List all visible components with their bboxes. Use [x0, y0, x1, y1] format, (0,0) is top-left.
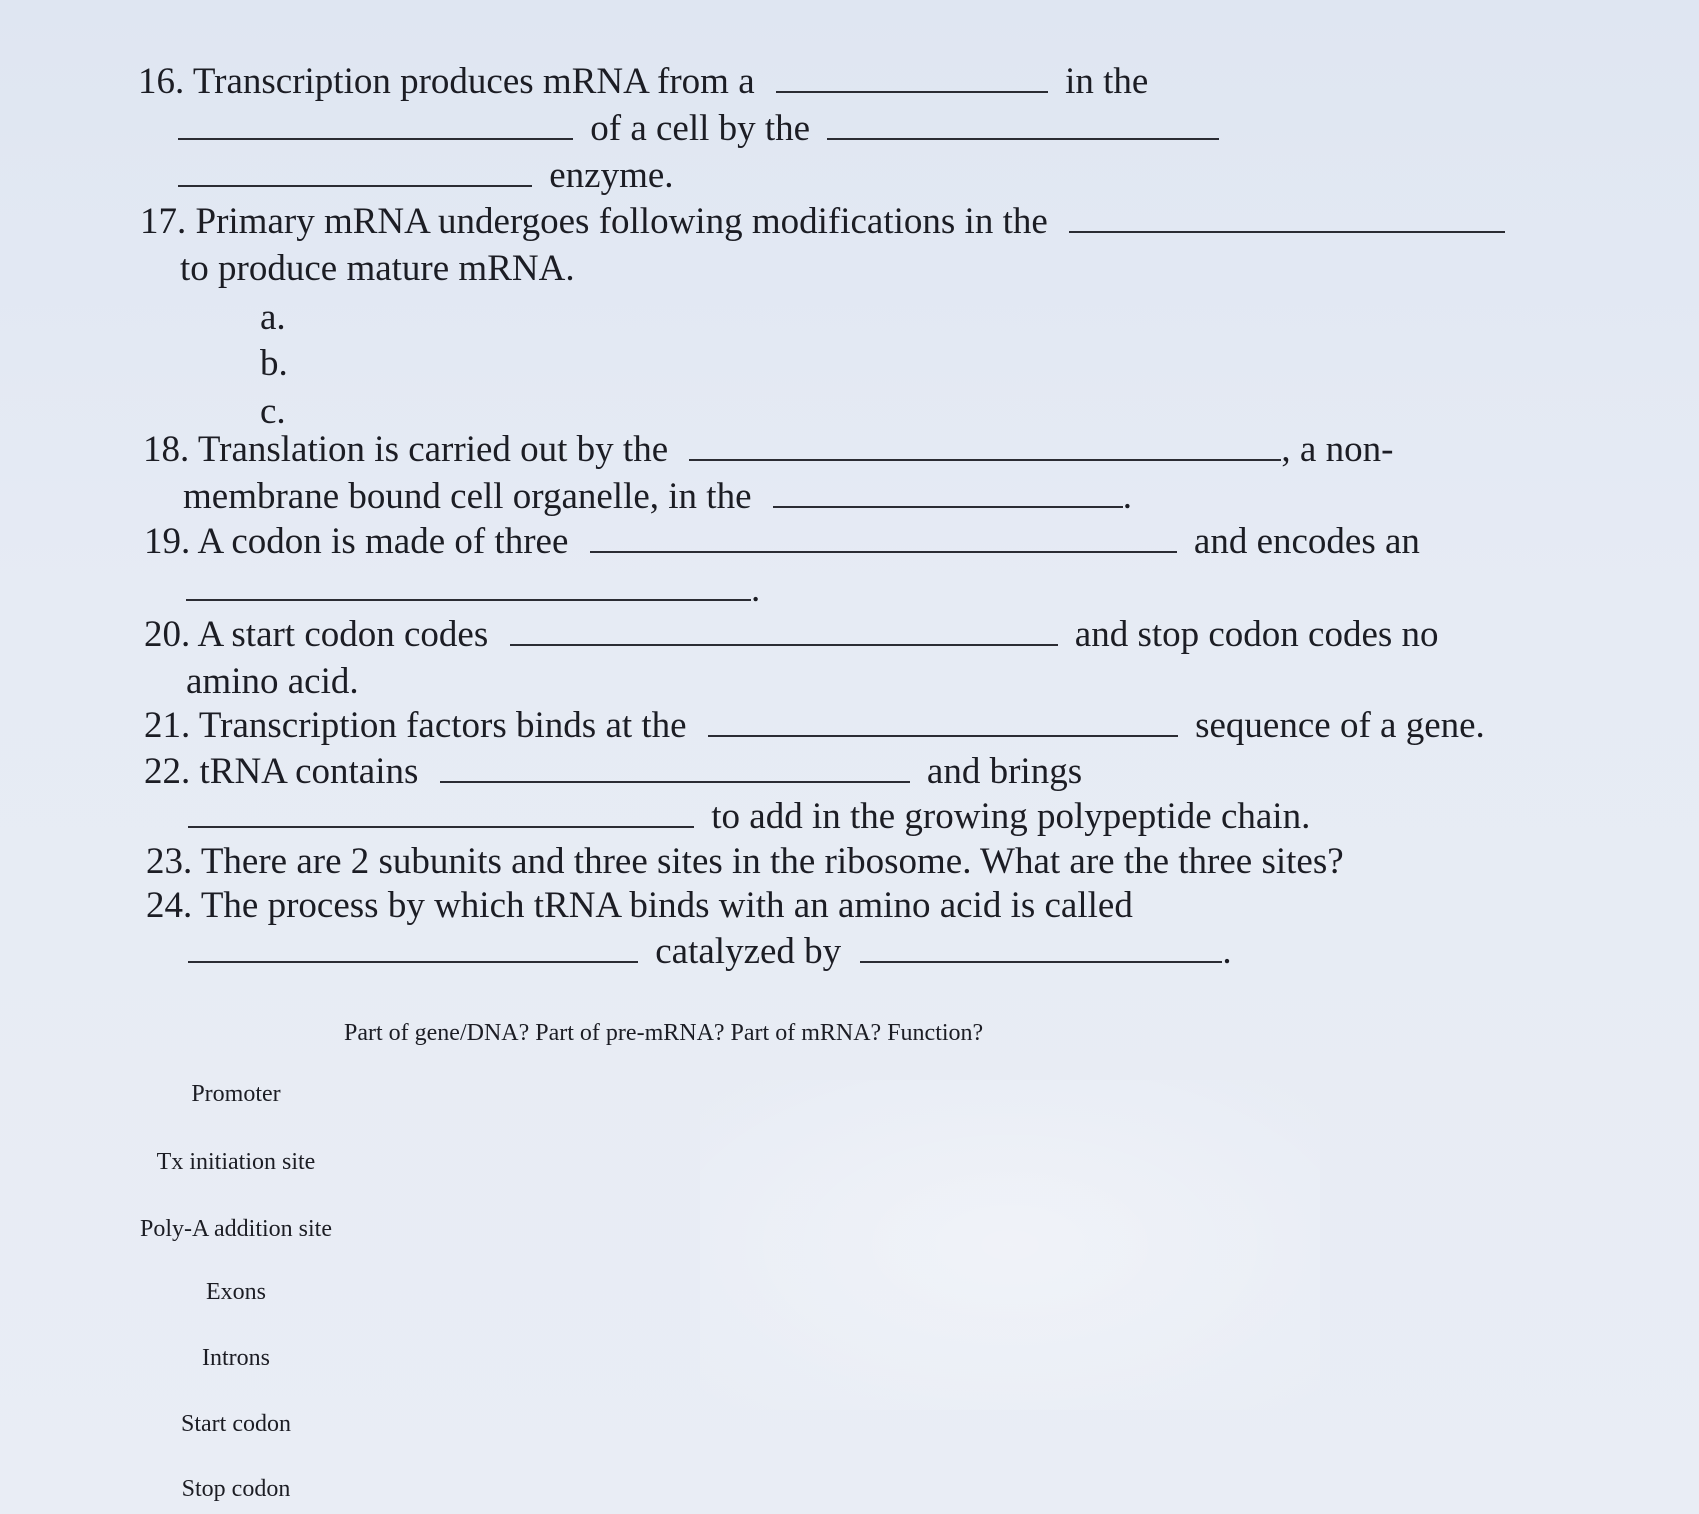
- table-header: Part of gene/DNA? Part of pre-mRNA? Part of mRNA? Function?: [344, 1020, 984, 1046]
- table-row-label-tx-initiation-site: Tx initiation site: [156, 1149, 316, 1175]
- question-21-text: sequence of a gene.: [1195, 705, 1485, 746]
- question-18-text: , a non-: [1281, 429, 1394, 470]
- question-22-text: to add in the growing polypeptide chain.: [711, 796, 1311, 837]
- answer-blank[interactable]: [860, 931, 1222, 963]
- question-24-text: .: [1222, 931, 1232, 972]
- question-17-text: 17. Primary mRNA undergoes following modifications in the: [140, 201, 1048, 242]
- question-17-text: to produce mature mRNA.: [180, 248, 575, 289]
- question-21-line-1: [144, 704, 1485, 748]
- question-21-text: 21. Transcription factors binds at the: [144, 705, 687, 746]
- table-row-label-introns: Introns: [202, 1345, 270, 1371]
- question-16-text: of a cell by the: [590, 108, 811, 149]
- question-16-line-1: [138, 60, 1148, 104]
- answer-blank[interactable]: [186, 569, 751, 601]
- question-18-line-2: [183, 475, 1132, 519]
- answer-blank[interactable]: [827, 108, 1219, 140]
- question-24-text: 24. The process by which tRNA binds with an amino acid is called: [146, 885, 1133, 926]
- table-row-label-stop-codon: Stop codon: [181, 1476, 291, 1502]
- question-19-line-1: [144, 520, 1420, 564]
- answer-blank[interactable]: [510, 614, 1058, 646]
- table-row-label-start-codon: Start codon: [181, 1411, 291, 1437]
- table-row-label-exons: Exons: [206, 1279, 266, 1305]
- question-20-text: 20. A start codon codes: [144, 614, 489, 655]
- answer-blank[interactable]: [440, 751, 910, 783]
- question-20-text: and stop codon codes no: [1074, 614, 1439, 655]
- table-row-label-poly-a-addition-site: Poly-A addition site: [140, 1216, 332, 1242]
- answer-blank[interactable]: [708, 705, 1178, 737]
- answer-blank[interactable]: [689, 429, 1281, 461]
- question-24-line-2: [188, 930, 1232, 974]
- question-19-line-2: [186, 568, 760, 612]
- question-22-line-1: [144, 750, 1082, 794]
- answer-blank[interactable]: [178, 155, 532, 187]
- question-16-text: in the: [1065, 61, 1149, 102]
- question-16-text: enzyme.: [549, 155, 674, 196]
- question-20-line-2: [186, 660, 359, 704]
- question-18-text: 18. Translation is carried out by the: [143, 429, 669, 470]
- question-19-text: and encodes an: [1193, 521, 1420, 562]
- answer-blank[interactable]: [773, 476, 1123, 508]
- question-16-line-3: [178, 154, 674, 198]
- answer-blank[interactable]: [776, 61, 1048, 93]
- question-22-text: and brings: [926, 751, 1083, 792]
- question-18-text: .: [1122, 476, 1133, 517]
- answer-blank[interactable]: [590, 521, 1177, 553]
- question-23-text: 23. There are 2 subunits and three sites in the ribosome. What are the three sites?: [146, 841, 1344, 882]
- question-18-line-1: [143, 428, 1393, 472]
- screen-glare: [700, 1080, 1320, 1410]
- question-20-line-1: [144, 613, 1439, 657]
- answer-blank[interactable]: [188, 931, 638, 963]
- question-17-item-b: b.: [260, 343, 288, 384]
- question-16-line-2: [178, 107, 1219, 151]
- answer-blank[interactable]: [1069, 201, 1505, 233]
- table-row-label-promoter: Promoter: [191, 1081, 281, 1107]
- question-18-text: membrane bound cell organelle, in the: [183, 476, 752, 517]
- question-17-item-a: a.: [260, 297, 286, 338]
- question-19-text: .: [751, 569, 761, 610]
- question-17-item-c: c.: [260, 391, 286, 432]
- answer-blank[interactable]: [178, 108, 573, 140]
- question-20-text: amino acid.: [186, 661, 359, 702]
- question-19-text: 19. A codon is made of three: [144, 521, 569, 562]
- answer-blank[interactable]: [188, 796, 694, 828]
- question-22-text: 22. tRNA contains: [144, 751, 419, 792]
- question-17-line-2: [180, 247, 575, 291]
- question-24-text: catalyzed by: [655, 931, 842, 972]
- question-16-text: 16. Transcription produces mRNA from a: [138, 61, 755, 102]
- question-17-line-1: [140, 200, 1505, 244]
- question-24-line-1: [146, 884, 1133, 928]
- question-22-line-2: [188, 795, 1310, 839]
- question-23-line-1: [146, 840, 1344, 884]
